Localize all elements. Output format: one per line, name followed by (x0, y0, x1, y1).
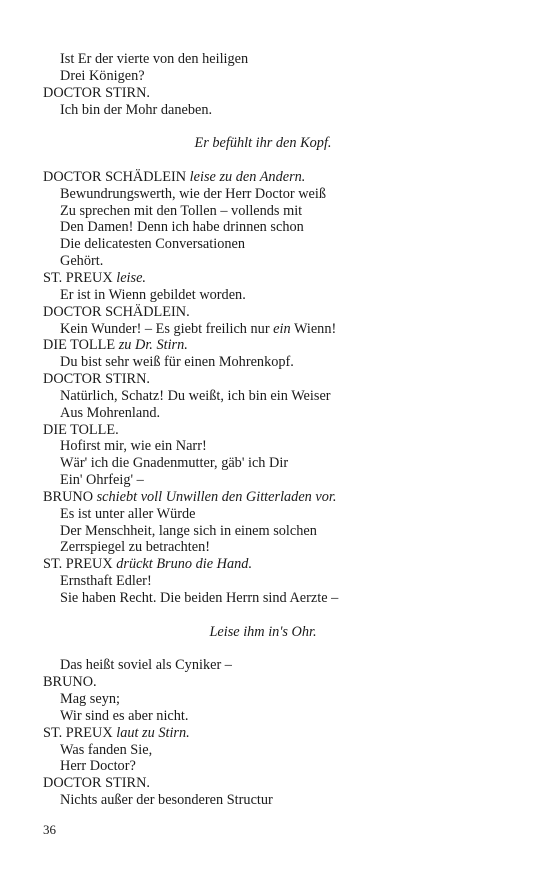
spacer (43, 118, 483, 135)
speaker-name: DOCTOR SCHÄDLEIN (43, 168, 187, 185)
speaker-name: DOCTOR STIRN. (43, 84, 150, 101)
verse-line: Drei Königen? (60, 67, 145, 84)
verse-text: Kein Wunder! – Es giebt freilich nur (60, 320, 274, 337)
speaker-name: ST. PREUX (43, 556, 113, 573)
speaker-line (43, 775, 483, 792)
verse-line: Gehört. (60, 253, 104, 270)
speaker-line (43, 169, 483, 186)
speaker-name: DIE TOLLE. (43, 421, 119, 438)
speaker-direction: leise. (112, 269, 147, 286)
emphasis: ein (273, 320, 291, 337)
speaker-name: BRUNO. (43, 674, 97, 691)
stage-direction: Er befühlt ihr den Kopf. (194, 135, 332, 152)
verse-line: Wär' ich die Gnadenmutter, gäb' ich Dir (60, 455, 289, 472)
verse-line: Hofirst mir, wie ein Narr! (60, 438, 207, 455)
verse-line: Was fanden Sie, (60, 741, 153, 758)
page-number: 36 (43, 822, 56, 837)
verse-line: Ich bin der Mohr daneben. (60, 101, 213, 118)
verse-line: Sie haben Recht. Die beiden Herrn sind Aerzte – (60, 590, 339, 606)
play-text (43, 51, 483, 809)
speaker-direction: drückt Bruno die Hand. (112, 556, 253, 573)
speaker-direction: leise zu den Andern. (186, 168, 306, 185)
verse-line: Nichts außer der besonderen Structur (60, 792, 273, 809)
speaker-line (43, 371, 483, 388)
verse-line: Der Menschheit, lange sich in einem solchen (60, 522, 317, 539)
verse-line: Herr Doctor? (60, 758, 136, 775)
speaker-name: DOCTOR STIRN. (43, 371, 150, 388)
verse-line: Bewundrungswerth, wie der Herr Doctor weiß (60, 185, 327, 202)
speaker-name: DOCTOR SCHÄDLEIN. (43, 303, 190, 320)
speaker-name: ST. PREUX (43, 724, 113, 741)
verse-line: Das heißt soviel als Cyniker – (60, 657, 232, 674)
verse-line: Wir sind es aber nicht. (60, 707, 189, 724)
verse-line: Er ist in Wienn gebildet worden. (60, 286, 246, 303)
verse-line: Aus Mohrenland. (60, 404, 161, 421)
speaker-name: DIE TOLLE (43, 337, 116, 354)
verse-line: Natürlich, Schatz! Du weißt, ich bin ein Weiser (60, 387, 331, 404)
speaker-direction: laut zu Stirn. (112, 724, 190, 741)
verse-line: Ein' Ohrfeig' – (60, 472, 144, 489)
stage-direction: Leise ihm in's Ohr. (209, 623, 317, 640)
speaker-line (43, 270, 483, 287)
speaker-line (43, 489, 483, 506)
verse-line: Zerrspiegel zu betrachten! (60, 539, 211, 556)
verse-line: Es ist unter aller Würde (60, 505, 196, 522)
speaker-line (43, 304, 483, 321)
speaker-name: DOCTOR STIRN. (43, 775, 150, 792)
speaker-name: ST. PREUX (43, 269, 113, 286)
verse-line: Die delicatesten Conversationen (60, 236, 246, 253)
spacer (43, 152, 483, 169)
speaker-line (43, 674, 483, 691)
speaker-direction: schiebt voll Unwillen den Gitterladen vor. (93, 488, 337, 505)
speaker-line (43, 556, 483, 573)
verse-line: Mag seyn; (60, 691, 120, 708)
speaker-direction: zu Dr. Stirn. (115, 337, 188, 354)
verse-text: Wienn! (290, 320, 337, 337)
speaker-line (43, 725, 483, 742)
verse-line: Zu sprechen mit den Tollen – vollends mit (60, 202, 303, 219)
speaker-line (43, 85, 483, 102)
verse-line: Ernsthaft Edler! (60, 573, 152, 590)
verse-line: Ist Er der vierte von den heiligen (60, 51, 249, 67)
speaker-line (43, 422, 483, 439)
verse-line: Den Damen! Denn ich habe drinnen schon (60, 219, 304, 236)
spacer (43, 607, 483, 624)
speaker-name: BRUNO (43, 488, 94, 505)
speaker-line (43, 337, 483, 354)
verse-line: Du bist sehr weiß für einen Mohrenkopf. (60, 354, 294, 371)
spacer (43, 641, 483, 658)
verse-line (43, 321, 483, 338)
